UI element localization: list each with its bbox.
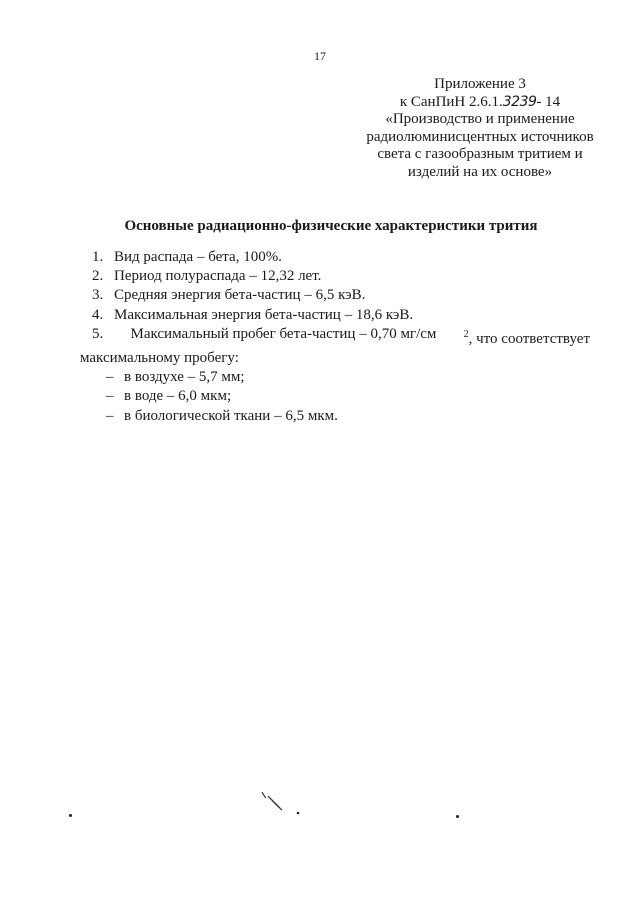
appendix-subtitle-line-3: света с газообразным тритием и — [377, 146, 583, 162]
scan-artifact-mark — [250, 780, 320, 820]
item-continuation: максимальному пробегу: — [80, 350, 239, 367]
appendix-subtitle-line-2: радиолюминисцентных источников — [366, 128, 594, 145]
page-number: 17 — [314, 49, 326, 63]
scan-dot — [69, 814, 72, 817]
list-item — [92, 306, 590, 325]
item-number: 1. — [92, 249, 104, 265]
sublist-text: в воде – 6,0 мкм; — [124, 388, 232, 405]
scan-dot — [456, 815, 459, 818]
item-number: 3. — [92, 287, 104, 304]
item-number: 5. — [92, 325, 104, 342]
sanpin-prefix: к СанПиН 2.6.1. — [399, 93, 503, 110]
handwritten-number: 3239 — [502, 93, 537, 110]
appendix-subtitle-line-4: изделий на их основе» — [407, 163, 553, 180]
sublist-item — [106, 368, 590, 387]
range-sublist — [106, 368, 590, 426]
item-number: 4. — [92, 306, 104, 323]
sublist-item — [106, 407, 590, 426]
sublist-item — [106, 387, 590, 406]
sublist-text: в биологической ткани – 6,5 мкм. — [124, 407, 338, 424]
document-title: Основные радиационно-физические характеристики трития — [124, 218, 538, 234]
sanpin-suffix: - 14 — [536, 93, 561, 110]
dash-bullet: – — [106, 369, 114, 386]
list-item — [92, 248, 590, 267]
item-text-tail — [464, 325, 590, 349]
appendix-label: Приложение 3 — [434, 76, 526, 92]
list-item — [92, 267, 590, 286]
characteristics-list — [80, 248, 590, 426]
list-item-range — [92, 325, 590, 349]
item-text-correspondence: , что соответствует — [468, 330, 590, 347]
item-text: Период полураспада – 12,32 лет. — [114, 268, 322, 285]
list-item — [92, 286, 590, 305]
appendix-subtitle-line-1: «Производство и применение — [385, 111, 575, 127]
item-text: Вид распада – бета, 100%. — [114, 249, 282, 265]
sanpin-reference — [350, 94, 610, 112]
dash-bullet: – — [106, 388, 114, 405]
item-text: Максимальная энергия бета-частиц – 18,6 кэВ. — [114, 306, 414, 323]
item-text-range: Максимальный пробег бета-частиц – 0,70 мг/см — [130, 325, 437, 342]
superscript: 2 — [463, 328, 469, 340]
dash-bullet: – — [106, 407, 114, 424]
appendix-header — [350, 76, 610, 181]
item-text: Средняя энергия бета-частиц – 6,5 кэВ. — [114, 287, 366, 304]
item-number: 2. — [92, 268, 104, 285]
sublist-text: в воздухе – 5,7 мм; — [124, 369, 245, 386]
